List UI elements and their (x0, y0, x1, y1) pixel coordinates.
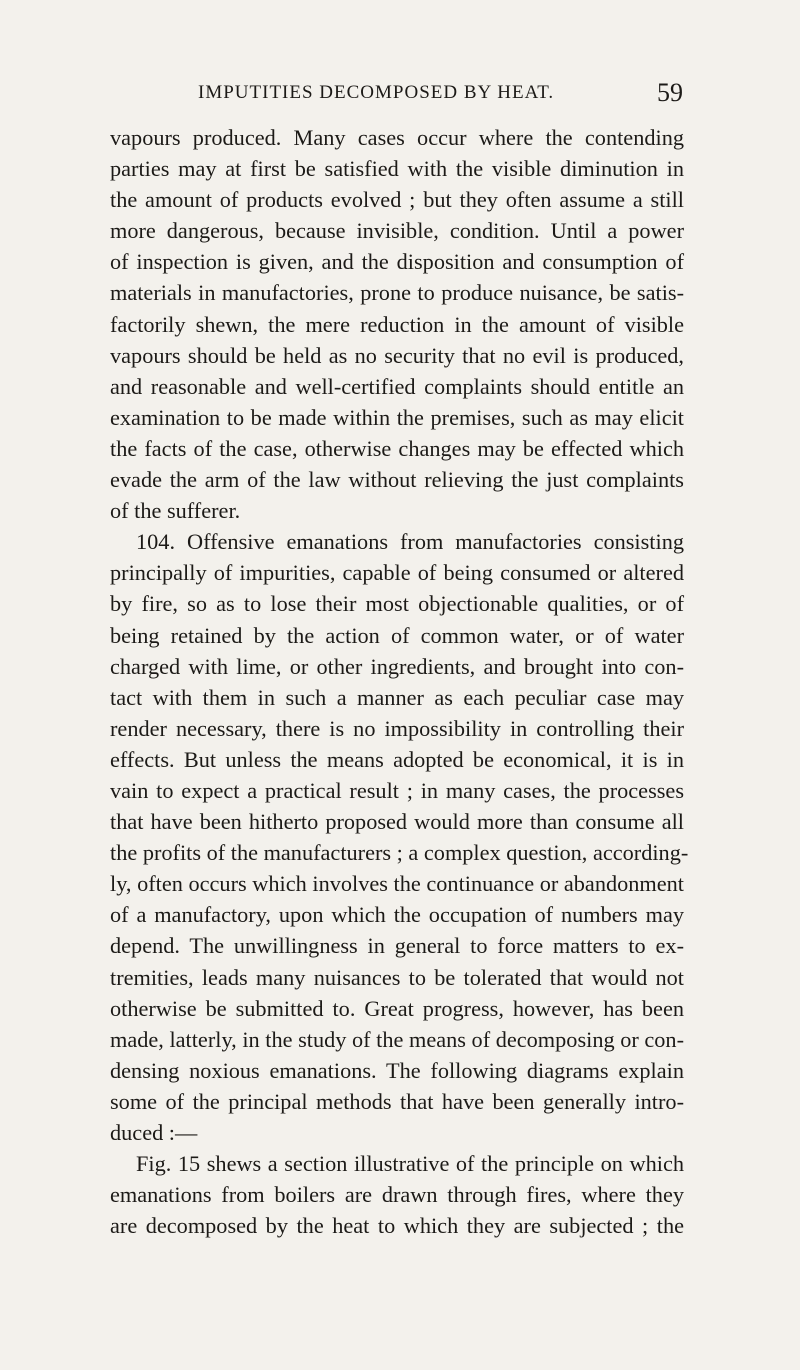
text-line: Fig. 15 shews a section illustrative of the principle on which (136, 1151, 684, 1177)
text-line: being retained by the action of common water, or of water (110, 622, 684, 648)
text-line: some of the principal methods that have been generally intro- (110, 1088, 684, 1114)
text-line: vain to expect a practical result ; in many cases, the processes (110, 777, 684, 803)
text-line: tact with them in such a manner as each peculiar case may (110, 684, 684, 710)
running-header (198, 78, 683, 110)
text-line: 104. Offensive emanations from manufactories consisting (136, 529, 684, 555)
text-line: by fire, so as to lose their most objectionable qualities, or of (110, 591, 684, 617)
text-line: render necessary, there is no impossibility in controlling their (110, 715, 684, 741)
text-line: the facts of the case, otherwise changes may be effected which (110, 435, 684, 461)
text-line: ly, often occurs which involves the continuance or abandonment (110, 871, 684, 897)
text-line: of the sufferer. (110, 498, 241, 524)
text-line: duced :— (110, 1120, 198, 1145)
text-line: are decomposed by the heat to which they are subjected ; the (110, 1213, 684, 1239)
text-line: densing noxious emanations. The following diagrams explain (110, 1057, 684, 1083)
text-line: vapours should be held as no security that no evil is produced, (110, 342, 684, 368)
text-line: and reasonable and well-certified complaints should entitle an (110, 373, 684, 399)
text-line: the amount of products evolved ; but they often assume a still (110, 187, 684, 213)
text-line: vapours produced. Many cases occur where the contending (110, 125, 684, 150)
text-line: evade the arm of the law without relieving the just complaints (110, 467, 684, 493)
text-line: made, latterly, in the study of the means of decomposing or con- (110, 1026, 684, 1052)
text-line: principally of impurities, capable of being consumed or altered (110, 560, 684, 586)
text-line: effects. But unless the means adopted be economical, it is in (110, 746, 684, 772)
text-line: emanations from boilers are drawn through fires, where they (110, 1182, 684, 1208)
text-line: depend. The unwillingness in general to force matters to ex- (110, 933, 684, 959)
text-line: more dangerous, because invisible, condition. Until a power (110, 218, 684, 244)
text-line: examination to be made within the premises, such as may elicit (110, 404, 684, 430)
text-line: of inspection is given, and the disposition and consumption of (110, 249, 684, 275)
text-line: factorily shewn, the mere reduction in the amount of visible (110, 311, 684, 337)
text-line: parties may at first be satisfied with the visible diminution in (110, 156, 684, 182)
running-title: IMPUTITIES DECOMPOSED BY HEAT. (198, 82, 555, 103)
text-line: otherwise be submitted to. Great progress, however, has been (110, 995, 684, 1021)
text-line: charged with lime, or other ingredients, and brought into con- (110, 653, 684, 679)
text-line: materials in manufactories, prone to produce nuisance, be satis- (110, 280, 684, 306)
text-line: tremities, leads many nuisances to be tolerated that would not (110, 964, 684, 990)
page-number: 59 (657, 78, 683, 107)
text-line: of a manufactory, upon which the occupation of numbers may (110, 902, 684, 928)
text-line: that have been hitherto proposed would more than consume all (110, 809, 684, 835)
text-line: the profits of the manufacturers ; a complex question, according- (110, 840, 689, 866)
body-text (110, 122, 689, 1241)
